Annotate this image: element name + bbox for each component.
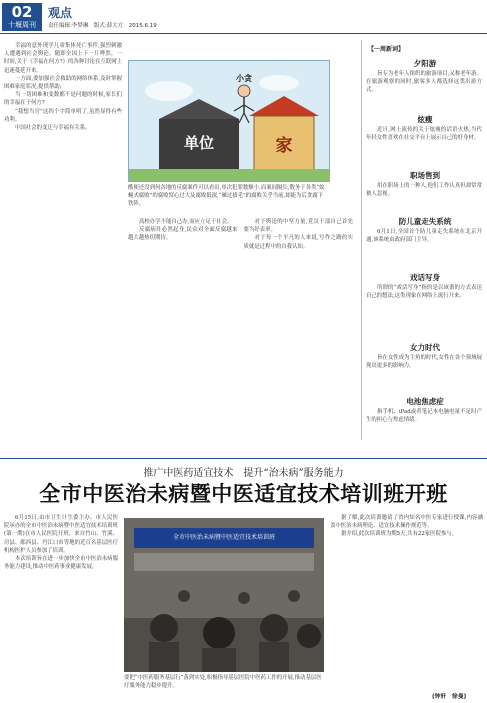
term-body	[366, 182, 482, 212]
page-header	[0, 0, 487, 34]
paragraph: 旨在女性成为主角的时代,女性在各个领域展现出更多的影响力。	[366, 355, 482, 370]
photo-banner: 全市中医治未病暨中医适宜技术培训班	[134, 528, 314, 548]
term-body	[366, 126, 482, 166]
column-tag: 【一周新词】	[368, 46, 405, 53]
paragraph: “我想当官”这四个字简单明了,虽然显得有些功利。	[4, 108, 122, 123]
header-divider	[0, 33, 487, 34]
cartoon-illustration	[129, 61, 329, 181]
term-body	[366, 70, 482, 110]
term-body	[366, 354, 482, 394]
cartoon-label-person: 小贪	[236, 74, 252, 83]
term-title: 防儿童走失系统	[398, 217, 452, 226]
story-left-text	[4, 514, 118, 698]
header-meta: 责任编辑:李梦琳 版式:薛大方 2015.6.19	[48, 23, 157, 29]
section-divider	[0, 458, 487, 459]
middle-article	[128, 218, 353, 452]
term-body	[366, 228, 482, 268]
paragraph: 高校办学不能自己办,而应立足于社会。	[139, 219, 233, 225]
publication-name: 十堰周刊	[8, 21, 36, 29]
paragraph: 据了解,此次培训邀请了省内知名中医专家进行授课,内容涵盖中医治未病理论、适宜技术操作规范等。	[330, 515, 483, 530]
cartoon-label-unit: 单位	[183, 134, 215, 152]
training-photo	[124, 518, 324, 672]
cartoon-caption: 酷便还没到何各地的反腐案件可以看出,单次犯罪数额小,而案间隔长,数务于各类“蚊蝇式腐败”的腐败窝心过大及腐败抵深,“雁过拔毛”的腐败关乎当前,却能为后贪腐下铁阵。	[128, 185, 325, 207]
term-title: 炫瘦	[417, 115, 433, 124]
paragraph: 对于每一个平凡的人来说,写作之路的实质就是过程中的自我认知。	[243, 235, 353, 250]
story-headline: 全市中医治未病暨中医适宜技术培训班开班	[39, 481, 448, 506]
term-title: 电池焦虑症	[406, 397, 444, 406]
term-body	[366, 408, 482, 452]
paragraph: 用在职场上的一种人,他们工作认真但却常常被人忽视。	[366, 183, 482, 198]
paragraph: 指手机、iPad或者笔记本电脑电量不足时产生的担心与焦虑情绪。	[366, 409, 482, 424]
paragraph: 中国社会的变迁与幸福有关系。	[15, 125, 91, 132]
page-badge	[2, 3, 42, 31]
paragraph: 所谓的“戏话写身”指的是以诙谐的方式表达自己的想法,这类现象在网络上流行开来。	[366, 285, 482, 300]
term-title: 女力时代	[410, 343, 440, 352]
left-article	[4, 42, 122, 452]
section-title: 观点	[48, 6, 73, 20]
term-body	[366, 284, 482, 332]
paragraph: 近日,网上流传的关于炫瘦的话语火热,当代年轻女性喜欢在社交平台上展示自己的好身材。	[366, 127, 482, 142]
paragraph: 当一切困难和变数都不是问题的时候,家长们的幸福在于何方?	[4, 92, 122, 107]
paragraph: 幸福的意外现学儿童集体死亡事件,强烈刺激人遭遇到社会舆论。随即全国上下一片哗然。一时间,关于《幸福在何方?》的各种讨论在互联网上迅速蔓延开来。	[4, 43, 122, 74]
editorial-cartoon	[128, 60, 330, 182]
term-title: 戏话写身	[410, 273, 440, 282]
paragraph: 一方面,要加强社会救助的网络体系,及时掌握困难家庭状况,提供帮助;	[4, 75, 122, 91]
paragraph: 反腐病灶必然起身,民众对全面反腐越来越大越热切期待。	[128, 227, 238, 242]
term-title: 夕阳游	[413, 59, 437, 68]
paragraph: 本次培训旨在进一步加快全市中医治未病服务能力建设,推动中医药事业健康发展。	[4, 556, 118, 571]
photo-caption: 要把“中医药服务基层行”落到实处,积极指导基层医院中医药工作的开展,推动基层医疗服务能力稳步提升。	[124, 675, 322, 689]
paragraph: 6月15日,由市卫生计生委主办、市人民医院承办的全市中医治未病暨中医适宜技术培训班(第一期)在市人民医院开班。来自竹山、竹溪、房县、郧西县、丹江口市等地的近百名基层医疗机构医护人员参加了培训。	[4, 515, 118, 554]
paragraph: 6月1日,全国首个防儿童走失系统在北京开通,该系统由政府部门主导。	[366, 229, 482, 244]
story-right-text	[330, 514, 483, 690]
cartoon-label-home: 家	[275, 136, 293, 156]
audience-illustration	[124, 518, 324, 672]
paragraph: 对于舆论的中坚力量,党员干部自己首先要当好表率。	[243, 219, 353, 234]
story-author: (钟轩 徐曼)	[432, 694, 467, 700]
paragraph: 旨专为老年人组织的旅游项目,又称老年游。在旅游观察的同时,旅客多人都选择这类出游方式。	[366, 71, 482, 94]
term-title: 职场售到	[410, 171, 440, 180]
page-number: 02	[11, 3, 33, 21]
paragraph: 据介绍,此次培训班为期5天,共有22家医院参与。	[341, 531, 458, 538]
story-subhead: 推广中医药适宜技术 提升“治未病”服务能力	[143, 468, 344, 479]
